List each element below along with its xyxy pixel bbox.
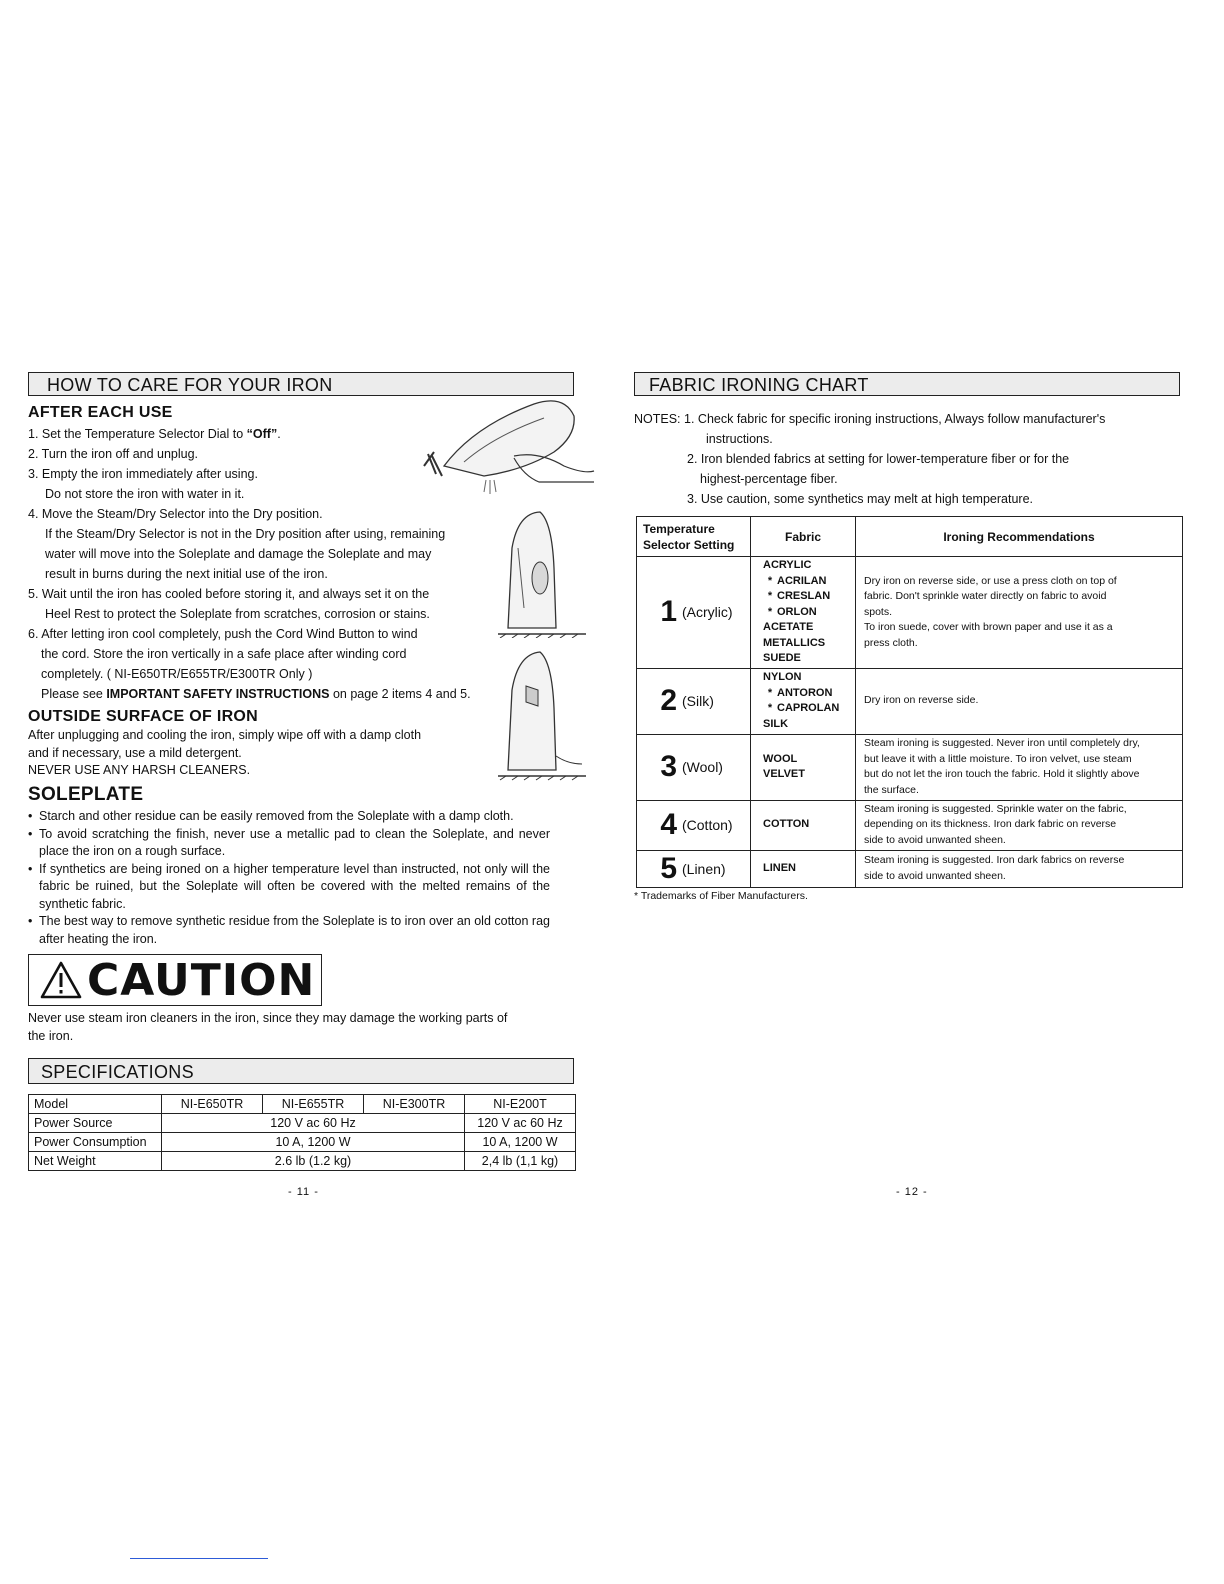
fabric-item: * CAPROLAN xyxy=(767,702,840,714)
fabric-item: NYLON xyxy=(763,671,802,683)
fabric-item: METALLICS xyxy=(763,636,826,649)
list-item: • If synthetics are being ironed on a higher temperature level than instructed, not only will the fabric be ruined, but the Soleplate will often be covered with the melted remains of the synthetic fabric. xyxy=(28,861,550,914)
list-item: water will move into the Soleplate and damage the Soleplate and may xyxy=(45,547,432,561)
soleplate-heading: SOLEPLATE xyxy=(28,784,144,805)
fabric-item: SUEDE xyxy=(763,652,801,664)
page-number: - 12 - xyxy=(896,1186,928,1198)
warning-triangle-icon xyxy=(39,960,83,1000)
temperature-setting xyxy=(637,734,751,800)
setting-name: (Acrylic) xyxy=(682,604,733,621)
fabric-list xyxy=(751,668,856,734)
caution-text: Never use steam iron cleaners in the iron, since they may damage the working parts of the iron. xyxy=(28,1011,508,1043)
temperature-setting xyxy=(637,800,751,850)
table-header-row: Temperature Selector Setting Fabric Ironing Recommendations xyxy=(637,517,1183,557)
ironing-recommendation: Dry iron on reverse side. xyxy=(856,668,1183,734)
after-each-use-heading: AFTER EACH USE xyxy=(28,404,173,421)
fabric-item: ACRYLIC xyxy=(763,559,812,571)
setting-number: 3 xyxy=(660,750,677,783)
fabric-item: VELVET xyxy=(763,768,805,780)
table-row xyxy=(637,668,1183,734)
list-item: If the Steam/Dry Selector is not in the Dry position after using, remaining xyxy=(45,527,446,541)
fabric-item: * CRESLAN xyxy=(767,590,831,602)
list-item: Do not store the iron with water in it. xyxy=(45,487,245,501)
table-row xyxy=(637,800,1183,850)
outside-surface-text: After unplugging and cooling the iron, simply wipe off with a damp cloth and if necessary, use a mild detergent. NEVER USE ANY HARSH CLEANERS. xyxy=(28,728,422,777)
temperature-setting xyxy=(637,557,751,669)
care-section-title: HOW TO CARE FOR YOUR IRON xyxy=(28,372,574,396)
ironing-recommendation: Steam ironing is suggested. Iron dark fabrics on reverse side to avoid unwanted sheen. xyxy=(856,850,1183,887)
list-item: 6. After letting iron cool completely, push the Cord Wind Button to wind xyxy=(28,627,418,641)
fabric-list xyxy=(751,734,856,800)
setting-name: (Silk) xyxy=(682,693,714,709)
fabric-item: * ACRILAN xyxy=(767,574,827,587)
list-item: • Starch and other residue can be easily removed from the Soleplate with a damp cloth. xyxy=(28,808,550,826)
fabric-item: WOOL xyxy=(763,752,798,765)
ironing-recommendation: Steam ironing is suggested. Never iron until completely dry, but leave it with a little moisture. To iron velvet, use steam but do not let the iron touch the fabric. Hold it slightly above the surface. xyxy=(856,734,1183,800)
notes-label: NOTES: xyxy=(634,412,681,426)
fabric-item: * ANTORON xyxy=(767,686,833,699)
list-item: 4. Move the Steam/Dry Selector into the Dry position. xyxy=(28,507,323,521)
emptying-iron-illustration xyxy=(414,396,598,496)
link-underline xyxy=(130,1558,268,1559)
iron-cord-wound-illustration xyxy=(468,646,588,782)
list-item: result in burns during the next initial use of the iron. xyxy=(45,567,328,581)
setting-number: 5 xyxy=(660,851,677,885)
fabric-item: COTTON xyxy=(763,818,810,831)
safety-reference: Please see IMPORTANT SAFETY INSTRUCTIONS on page 2 items 4 and 5. xyxy=(41,687,471,701)
list-item: • The best way to remove synthetic residue from the Soleplate is to iron over an old cotton rag after heating the iron. xyxy=(28,913,550,948)
table-row: Power Consumption 10 A, 1200 W 10 A, 1200 W xyxy=(29,1133,576,1152)
temperature-setting xyxy=(637,668,751,734)
fabric-ironing-table xyxy=(636,516,1183,888)
setting-name: (Linen) xyxy=(682,860,726,877)
table-row xyxy=(637,734,1183,800)
list-item: • To avoid scratching the finish, never use a metallic pad to clean the Soleplate, and never place the iron on a rough surface. xyxy=(28,826,550,861)
fabric-item: * ORLON xyxy=(767,605,817,618)
temperature-setting xyxy=(637,850,751,887)
setting-name: (Wool) xyxy=(682,759,723,775)
ironing-recommendation: Steam ironing is suggested. Sprinkle water on the fabric, depending on its thickness. Iron dark fabric on reverse side to avoid unwanted sheen. xyxy=(856,800,1183,850)
fabric-chart-title: FABRIC IRONING CHART xyxy=(634,372,1180,396)
list-item: completely. ( NI-E650TR/E655TR/E300TR Only ) xyxy=(41,667,313,681)
outside-surface-heading: OUTSIDE SURFACE OF IRON xyxy=(28,708,259,725)
fabric-list xyxy=(751,800,856,850)
iron-on-heel-rest-illustration xyxy=(468,508,588,638)
table-row: Net Weight 2.6 lb (1.2 kg) 2,4 lb (1,1 kg) xyxy=(29,1152,576,1171)
specifications-title: SPECIFICATIONS xyxy=(28,1058,574,1084)
list-item: the cord. Store the iron vertically in a safe place after winding cord xyxy=(41,647,407,661)
table-row: Model NI-E650TR NI-E655TR NI-E300TR NI-E200T xyxy=(29,1095,576,1114)
fabric-item: ACETATE xyxy=(763,621,814,633)
fabric-list xyxy=(751,850,856,887)
fabric-list xyxy=(751,557,856,669)
notes-block: NOTES: 1. Check fabric for specific ironing instructions, Always follow manufacturer's instructions. 2. Iron blended fabrics at setting for lower-temperature fiber or for the highest-percentage fiber. 3. Use caution, some synthetics may melt at high temperature. xyxy=(634,412,1106,506)
list-item: Heel Rest to protect the Soleplate from scratches, corrosion or stains. xyxy=(45,607,430,621)
table-row: Power Source 120 V ac 60 Hz 120 V ac 60 Hz xyxy=(29,1114,576,1133)
table-row xyxy=(637,850,1183,887)
caution-banner xyxy=(28,954,322,1006)
soleplate-bullets xyxy=(28,808,550,948)
list-item: 2. Turn the iron off and unplug. xyxy=(28,447,199,461)
trademark-footnote: * Trademarks of Fiber Manufacturers. xyxy=(634,890,808,902)
list-item: 5. Wait until the iron has cooled before storing it, and always set it on the xyxy=(28,587,430,601)
page-number: - 11 - xyxy=(288,1186,319,1198)
setting-number: 1 xyxy=(660,595,677,629)
table-row xyxy=(637,557,1183,669)
ironing-recommendation: Dry iron on reverse side, or use a press cloth on top of fabric. Don't sprinkle water directly on fabric to avoid spots. To iron suede, cover with brown paper and use it as a press cloth. xyxy=(856,557,1183,669)
specifications-table xyxy=(28,1094,576,1171)
setting-number: 4 xyxy=(660,808,677,841)
setting-name: (Cotton) xyxy=(682,817,733,833)
setting-number: 2 xyxy=(660,684,677,717)
fabric-item: SILK xyxy=(763,717,789,730)
list-item: 1. Set the Temperature Selector Dial to “Off”. xyxy=(28,427,281,441)
caution-title: CAUTION xyxy=(87,954,316,1006)
fabric-item: LINEN xyxy=(763,861,796,874)
list-item: 3. Empty the iron immediately after using. xyxy=(28,467,258,481)
